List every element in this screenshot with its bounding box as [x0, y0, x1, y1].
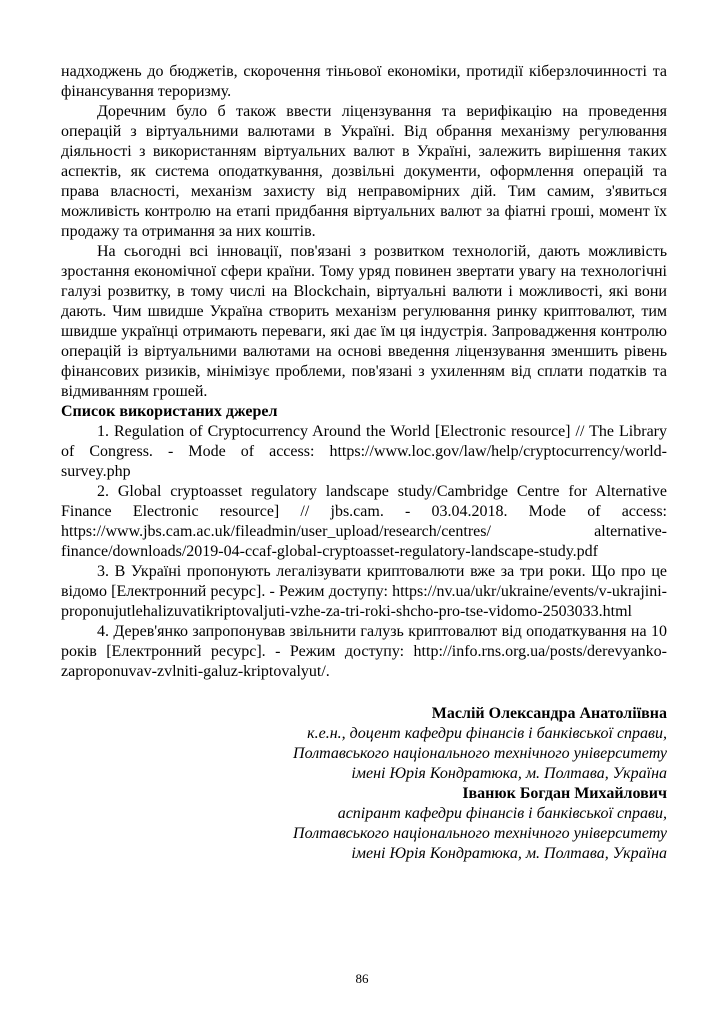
author-affiliation: Полтавського національного технічного університету	[293, 825, 667, 842]
references-heading: Список використаних джерел	[61, 403, 278, 420]
author-affiliation: к.е.н., доцент кафедри фінансів і банківської справи,	[307, 725, 667, 742]
body-paragraph: Доречним було б також ввести ліцензування та верифікацію на проведення операцій з віртуальними валютами в Україні. Від обрання механізму регулювання діяльності з використанням віртуальних валют в Україні, залежить вирішення таких аспектів, як система оподаткування, дозвільні документи, оформлення операцій та права власності, механізм захисту від неправомірних дій. Тим самим, з'явиться можливість контролю на етапі придбання віртуальних валют за фіатні гроші, момент їх продажу та отримання за них коштів.	[61, 103, 667, 240]
author-affiliation: імені Юрія Кондратюка, м. Полтава, Україна	[351, 765, 667, 782]
body-paragraph: На сьогодні всі інновації, пов'язані з розвитком технологій, дають можливість зростання економічної сфери країни. Тому уряд повинен звертати увагу на технологічні галузі розвитку, в тому числі на Blockchain, віртуальні валюти і можливості, які вони дають. Чим швидше Україна створить механізм регулювання ринку криптовалют, тим швидше українці отримають переваги, які дає їм ця індустрія. Запровадження контролю операцій із віртуальними валютами на основі введення ліцензування зменшить рівень фінансових ризиків, мінімізує проблеми, пов'язані з ухиленням від сплати податків та відмиванням грошей.	[61, 243, 667, 400]
author-affiliation: аспірант кафедри фінансів і банківської справи,	[337, 805, 667, 822]
author-name: Маслій Олександра Анатоліївна	[431, 705, 667, 722]
page-number: 86	[355, 971, 369, 986]
reference-item: 2. Global cryptoasset regulatory landscape study/Cambridge Centre for Alternative Finance Electronic resource] // jbs.cam. - 03.04.2018. Mode of access: https://www.jbs.cam.ac.uk/fileadmin/user_upload/research/centres/ alternative-finance/downloads/2019-04-ccaf-global-cryptoasset-regulatory-landscape-study.pdf	[61, 483, 667, 560]
authors-block	[61, 704, 667, 864]
author-affiliation: імені Юрія Кондратюка, м. Полтава, Україна	[351, 845, 667, 862]
reference-item: 1. Regulation of Cryptocurrency Around the World [Electronic resource] // The Library of Congress. - Mode of access: https://www.loc.gov/law/help/cryptocurrency/world-survey.php	[61, 423, 667, 480]
author-name: Іванюк Богдан Михайлович	[462, 785, 667, 802]
page-content	[61, 62, 667, 864]
author-affiliation: Полтавського національного технічного університету	[293, 745, 667, 762]
body-paragraph: надходжень до бюджетів, скорочення тіньової економіки, протидії кіберзлочинності та фінансування тероризму.	[61, 63, 667, 100]
reference-item: 4. Дерев'янко запропонував звільнити галузь криптовалют від оподаткування на 10 років [Електронний ресурс]. - Режим доступу: http://info.rns.org.ua/posts/derevyanko-zaproponuvav-zvlniti-galuz-kriptovalyut/.	[61, 623, 667, 680]
reference-item: 3. В Україні пропонують легалізувати криптовалюти вже за три роки. Що про це відомо [Електронний ресурс]. - Режим доступу: https://nv.ua/ukr/ukraine/events/v-ukrajini-proponujutlehalizuvatikriptovaljuti-vzhe-za-tri-roki-shcho-pro-tse-vidomo-2503033.html	[61, 563, 667, 620]
